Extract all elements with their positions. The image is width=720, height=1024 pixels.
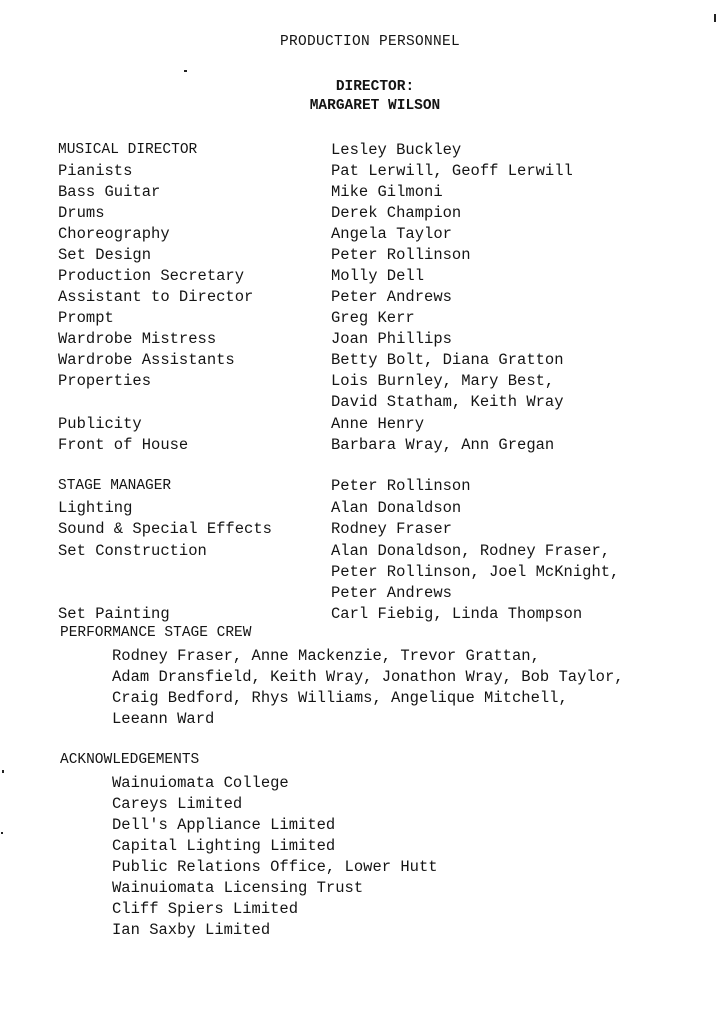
personnel-name: Derek Champion [331, 204, 462, 222]
personnel-name: David Statham, Keith Wray [331, 393, 564, 411]
personnel-row [0, 435, 720, 456]
acknowledgement-item: Public Relations Office, Lower Hutt [112, 858, 438, 876]
scan-speck [1, 832, 3, 834]
acknowledgement-item: Dell's Appliance Limited [112, 816, 336, 834]
acknowledgement-item: Wainuiomata Licensing Trust [112, 879, 364, 897]
personnel-name: Alan Donaldson [331, 499, 462, 517]
stage-crew-line: Adam Dransfield, Keith Wray, Jonathon Wray, Bob Taylor, [112, 668, 624, 686]
personnel-row [0, 604, 720, 625]
personnel-role: Wardrobe Assistants [58, 351, 235, 369]
personnel-role: Sound & Special Effects [58, 520, 272, 538]
personnel-row [0, 329, 720, 350]
personnel-row [0, 224, 720, 245]
acknowledgements-heading: ACKNOWLEDGEMENTS [60, 752, 200, 768]
personnel-name: Rodney Fraser [331, 520, 452, 538]
personnel-row [0, 287, 720, 308]
personnel-row [0, 161, 720, 182]
personnel-row [0, 562, 720, 583]
personnel-name: Peter Andrews [331, 288, 452, 306]
personnel-name: Peter Rollinson [331, 477, 471, 495]
personnel-row [0, 371, 720, 392]
personnel-role: Bass Guitar [58, 183, 161, 201]
personnel-role: Choreography [58, 225, 170, 243]
acknowledgement-item: Careys Limited [112, 795, 243, 813]
personnel-name: Alan Donaldson, Rodney Fraser, [331, 542, 611, 560]
personnel-row [0, 498, 720, 519]
personnel-name: Peter Rollinson, Joel McKnight, [331, 563, 620, 581]
personnel-name: Molly Dell [331, 267, 425, 285]
personnel-row [0, 350, 720, 371]
personnel-name: Barbara Wray, Ann Gregan [331, 436, 555, 454]
acknowledgement-item: Ian Saxby Limited [112, 921, 271, 939]
personnel-role: Front of House [58, 436, 189, 454]
acknowledgement-item: Cliff Spiers Limited [112, 900, 299, 918]
personnel-row [0, 414, 720, 435]
personnel-name: Lois Burnley, Mary Best, [331, 372, 555, 390]
personnel-row [0, 583, 720, 604]
personnel-name: Betty Bolt, Diana Gratton [331, 351, 564, 369]
personnel-row [0, 245, 720, 266]
personnel-role: Assistant to Director [58, 288, 254, 306]
scan-speck [184, 70, 187, 72]
personnel-name: Peter Rollinson [331, 246, 471, 264]
personnel-role: Wardrobe Mistress [58, 330, 217, 348]
stage-crew-line: Leeann Ward [112, 710, 215, 728]
personnel-row [0, 541, 720, 562]
personnel-name: Lesley Buckley [331, 141, 462, 159]
stage-crew-line: Craig Bedford, Rhys Williams, Angelique Mitchell, [112, 689, 568, 707]
personnel-role: Properties [58, 372, 152, 390]
personnel-row [0, 476, 720, 497]
personnel-name: Peter Andrews [331, 584, 452, 602]
personnel-role: Drums [58, 204, 105, 222]
personnel-role: MUSICAL DIRECTOR [58, 142, 198, 158]
personnel-name: Angela Taylor [331, 225, 452, 243]
personnel-name: Joan Phillips [331, 330, 452, 348]
personnel-row [0, 392, 720, 413]
personnel-row [0, 519, 720, 540]
personnel-role: Production Secretary [58, 267, 245, 285]
personnel-name: Mike Gilmoni [331, 183, 443, 201]
personnel-role: Set Design [58, 246, 152, 264]
page-title: PRODUCTION PERSONNEL [279, 34, 461, 50]
personnel-role: Pianists [58, 162, 133, 180]
stage-crew-line: Rodney Fraser, Anne Mackenzie, Trevor Grattan, [112, 647, 540, 665]
stage-crew-heading: PERFORMANCE STAGE CREW [60, 625, 252, 641]
personnel-role: STAGE MANAGER [58, 478, 172, 494]
acknowledgement-item: Wainuiomata College [112, 774, 289, 792]
personnel-role: Set Painting [58, 605, 170, 623]
personnel-name: Greg Kerr [331, 309, 415, 327]
scan-speck [714, 14, 716, 22]
personnel-row [0, 182, 720, 203]
personnel-role: Prompt [58, 309, 114, 327]
personnel-row [0, 203, 720, 224]
personnel-name: Anne Henry [331, 415, 425, 433]
personnel-row [0, 140, 720, 161]
personnel-role: Lighting [58, 499, 133, 517]
personnel-role: Set Construction [58, 542, 207, 560]
personnel-name: Carl Fiebig, Linda Thompson [331, 605, 583, 623]
director-name: MARGARET WILSON [309, 98, 441, 114]
scan-speck [2, 770, 4, 773]
acknowledgement-item: Capital Lighting Limited [112, 837, 336, 855]
personnel-name: Pat Lerwill, Geoff Lerwill [331, 162, 573, 180]
personnel-row [0, 266, 720, 287]
personnel-row [0, 308, 720, 329]
director-label: DIRECTOR: [335, 79, 415, 95]
personnel-role: Publicity [58, 415, 142, 433]
